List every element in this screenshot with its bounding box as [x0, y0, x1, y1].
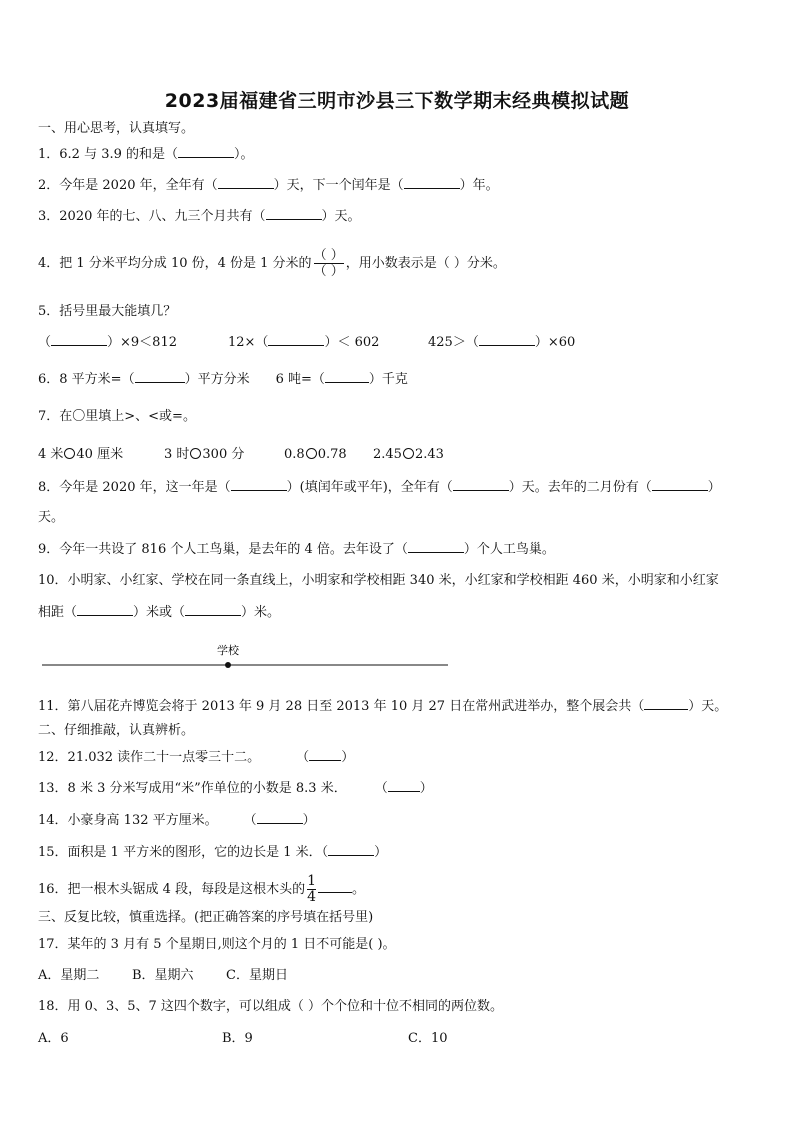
compare-circle[interactable]	[306, 448, 317, 459]
compare-circle[interactable]	[64, 448, 75, 459]
answer-blank[interactable]	[388, 779, 420, 792]
question-7-items: 4 米 40 厘米 3 时 300 分 0.8 0.78 2.45 2.43	[38, 447, 444, 462]
answer-blank[interactable]	[231, 478, 287, 491]
question-16: 16．把一根木头锯成 4 段，每段是这根木头的 $\frac{1}{4}$ 。	[38, 873, 366, 905]
question-5: 5．括号里最大能填几？	[38, 304, 177, 319]
question-11: 11．第八届花卉博览会将于 2013 年 9 月 28 日至 2013 年 10 月 27 日在常州武进举办，整个展会共（ ）天。	[38, 699, 728, 714]
question-7: 7．在〇里填上>、<或=。	[38, 409, 196, 424]
answer-blank[interactable]	[404, 176, 460, 189]
answer-blank[interactable]	[325, 370, 369, 383]
answer-blank[interactable]	[453, 478, 509, 491]
question-17-options	[38, 967, 288, 985]
answer-blank[interactable]	[77, 603, 133, 616]
answer-blank[interactable]	[318, 880, 352, 893]
question-15: 15．面积是 1 平方米的图形，它的边长是 1 米．（ ）	[38, 845, 388, 860]
question-10-continued: 相距（ ）米或（ ）米。	[38, 605, 281, 620]
school-point	[225, 662, 231, 668]
answer-blank[interactable]	[652, 478, 708, 491]
question-13: 13．8 米 3 分米写成用“米”作单位的小数是 8.3 米． （ ）	[38, 781, 433, 796]
question-9: 9．今年一共设了 816 个人工鸟巢，是去年的 4 倍。去年设了（ ）个人工鸟巢。	[38, 542, 555, 557]
fraction-blank[interactable]: $\frac{( )}{( )}$	[313, 248, 344, 279]
compare-circle[interactable]	[403, 448, 414, 459]
question-18: 18．用 0、3、5、7 这四个数字，可以组成（ ）个个位和十位不相同的两位数。	[38, 999, 504, 1014]
question-4: 4．把 1 分米平均分成 10 份，4 份是 1 分米的 $\frac{( )}{( )}$ ，用小数表示是（ ）分米。	[38, 248, 506, 279]
compare-circle[interactable]	[190, 448, 201, 459]
question-10: 10．小明家、小红家、学校在同一条直线上，小明家和学校相距 340 米，小红家和学校相距 460 米，小明家和小红家	[38, 573, 719, 588]
option-a[interactable]: A．星期二	[38, 968, 100, 983]
question-17: 17．某年的 3 月有 5 个星期日,则这个月的 1 日不可能是( )。	[38, 937, 396, 952]
question-8-continued: 天。	[38, 510, 65, 525]
option-a[interactable]: A．6	[38, 1031, 69, 1046]
answer-blank[interactable]	[51, 333, 107, 346]
option-c[interactable]: C．星期日	[226, 968, 288, 983]
question-12: 12．21.032 读作二十一点零三十二。 （ ）	[38, 750, 355, 765]
school-line-diagram	[38, 640, 458, 672]
option-b[interactable]: B．9	[222, 1031, 253, 1046]
answer-blank[interactable]	[309, 748, 341, 761]
question-3: 3．2020 年的七、八、九三个月共有（ ）天。	[38, 209, 361, 224]
answer-blank[interactable]	[328, 843, 374, 856]
question-8: 8．今年是 2020 年，这一年是（ ）(填闰年或平年)，全年有（ ）天。去年的二月份有（ ）	[38, 480, 721, 495]
answer-blank[interactable]	[135, 370, 185, 383]
answer-blank[interactable]	[257, 811, 303, 824]
answer-blank[interactable]	[178, 145, 234, 158]
question-18-options	[38, 1030, 448, 1048]
answer-blank[interactable]	[218, 176, 274, 189]
question-1: 1．6.2 与 3.9 的和是（ ）。	[38, 147, 254, 162]
school-label: 学校	[217, 644, 239, 657]
section-heading-1: 一、用心思考，认真填写。	[38, 121, 195, 136]
question-2: 2．今年是 2020 年，全年有（ ）天，下一个闰年是（ ）年。	[38, 178, 499, 193]
section-heading-2: 二、仔细推敲，认真辨析。	[38, 723, 195, 738]
option-c[interactable]: C．10	[408, 1031, 448, 1046]
fraction-one-quarter: $\frac{1}{4}$	[307, 873, 316, 905]
page-title: 2023届福建省三明市沙县三下数学期末经典模拟试题	[164, 90, 630, 112]
answer-blank[interactable]	[644, 697, 688, 710]
question-5-items: （ ）×9＜812 12×（ ）＜ 602 425＞（ ）×60	[38, 335, 576, 350]
answer-blank[interactable]	[408, 540, 464, 553]
answer-blank[interactable]	[185, 603, 241, 616]
answer-blank[interactable]	[268, 333, 324, 346]
question-6: 6．8 平方米=（ ）平方分米 6 吨=（ ）千克	[38, 372, 408, 387]
answer-blank[interactable]	[266, 207, 322, 220]
section-heading-3: 三、反复比较，慎重选择。(把正确答案的序号填在括号里)	[38, 910, 374, 925]
answer-blank[interactable]	[479, 333, 535, 346]
question-14: 14．小豪身高 132 平方厘米。 （ ）	[38, 813, 316, 828]
option-b[interactable]: B．星期六	[132, 968, 194, 983]
